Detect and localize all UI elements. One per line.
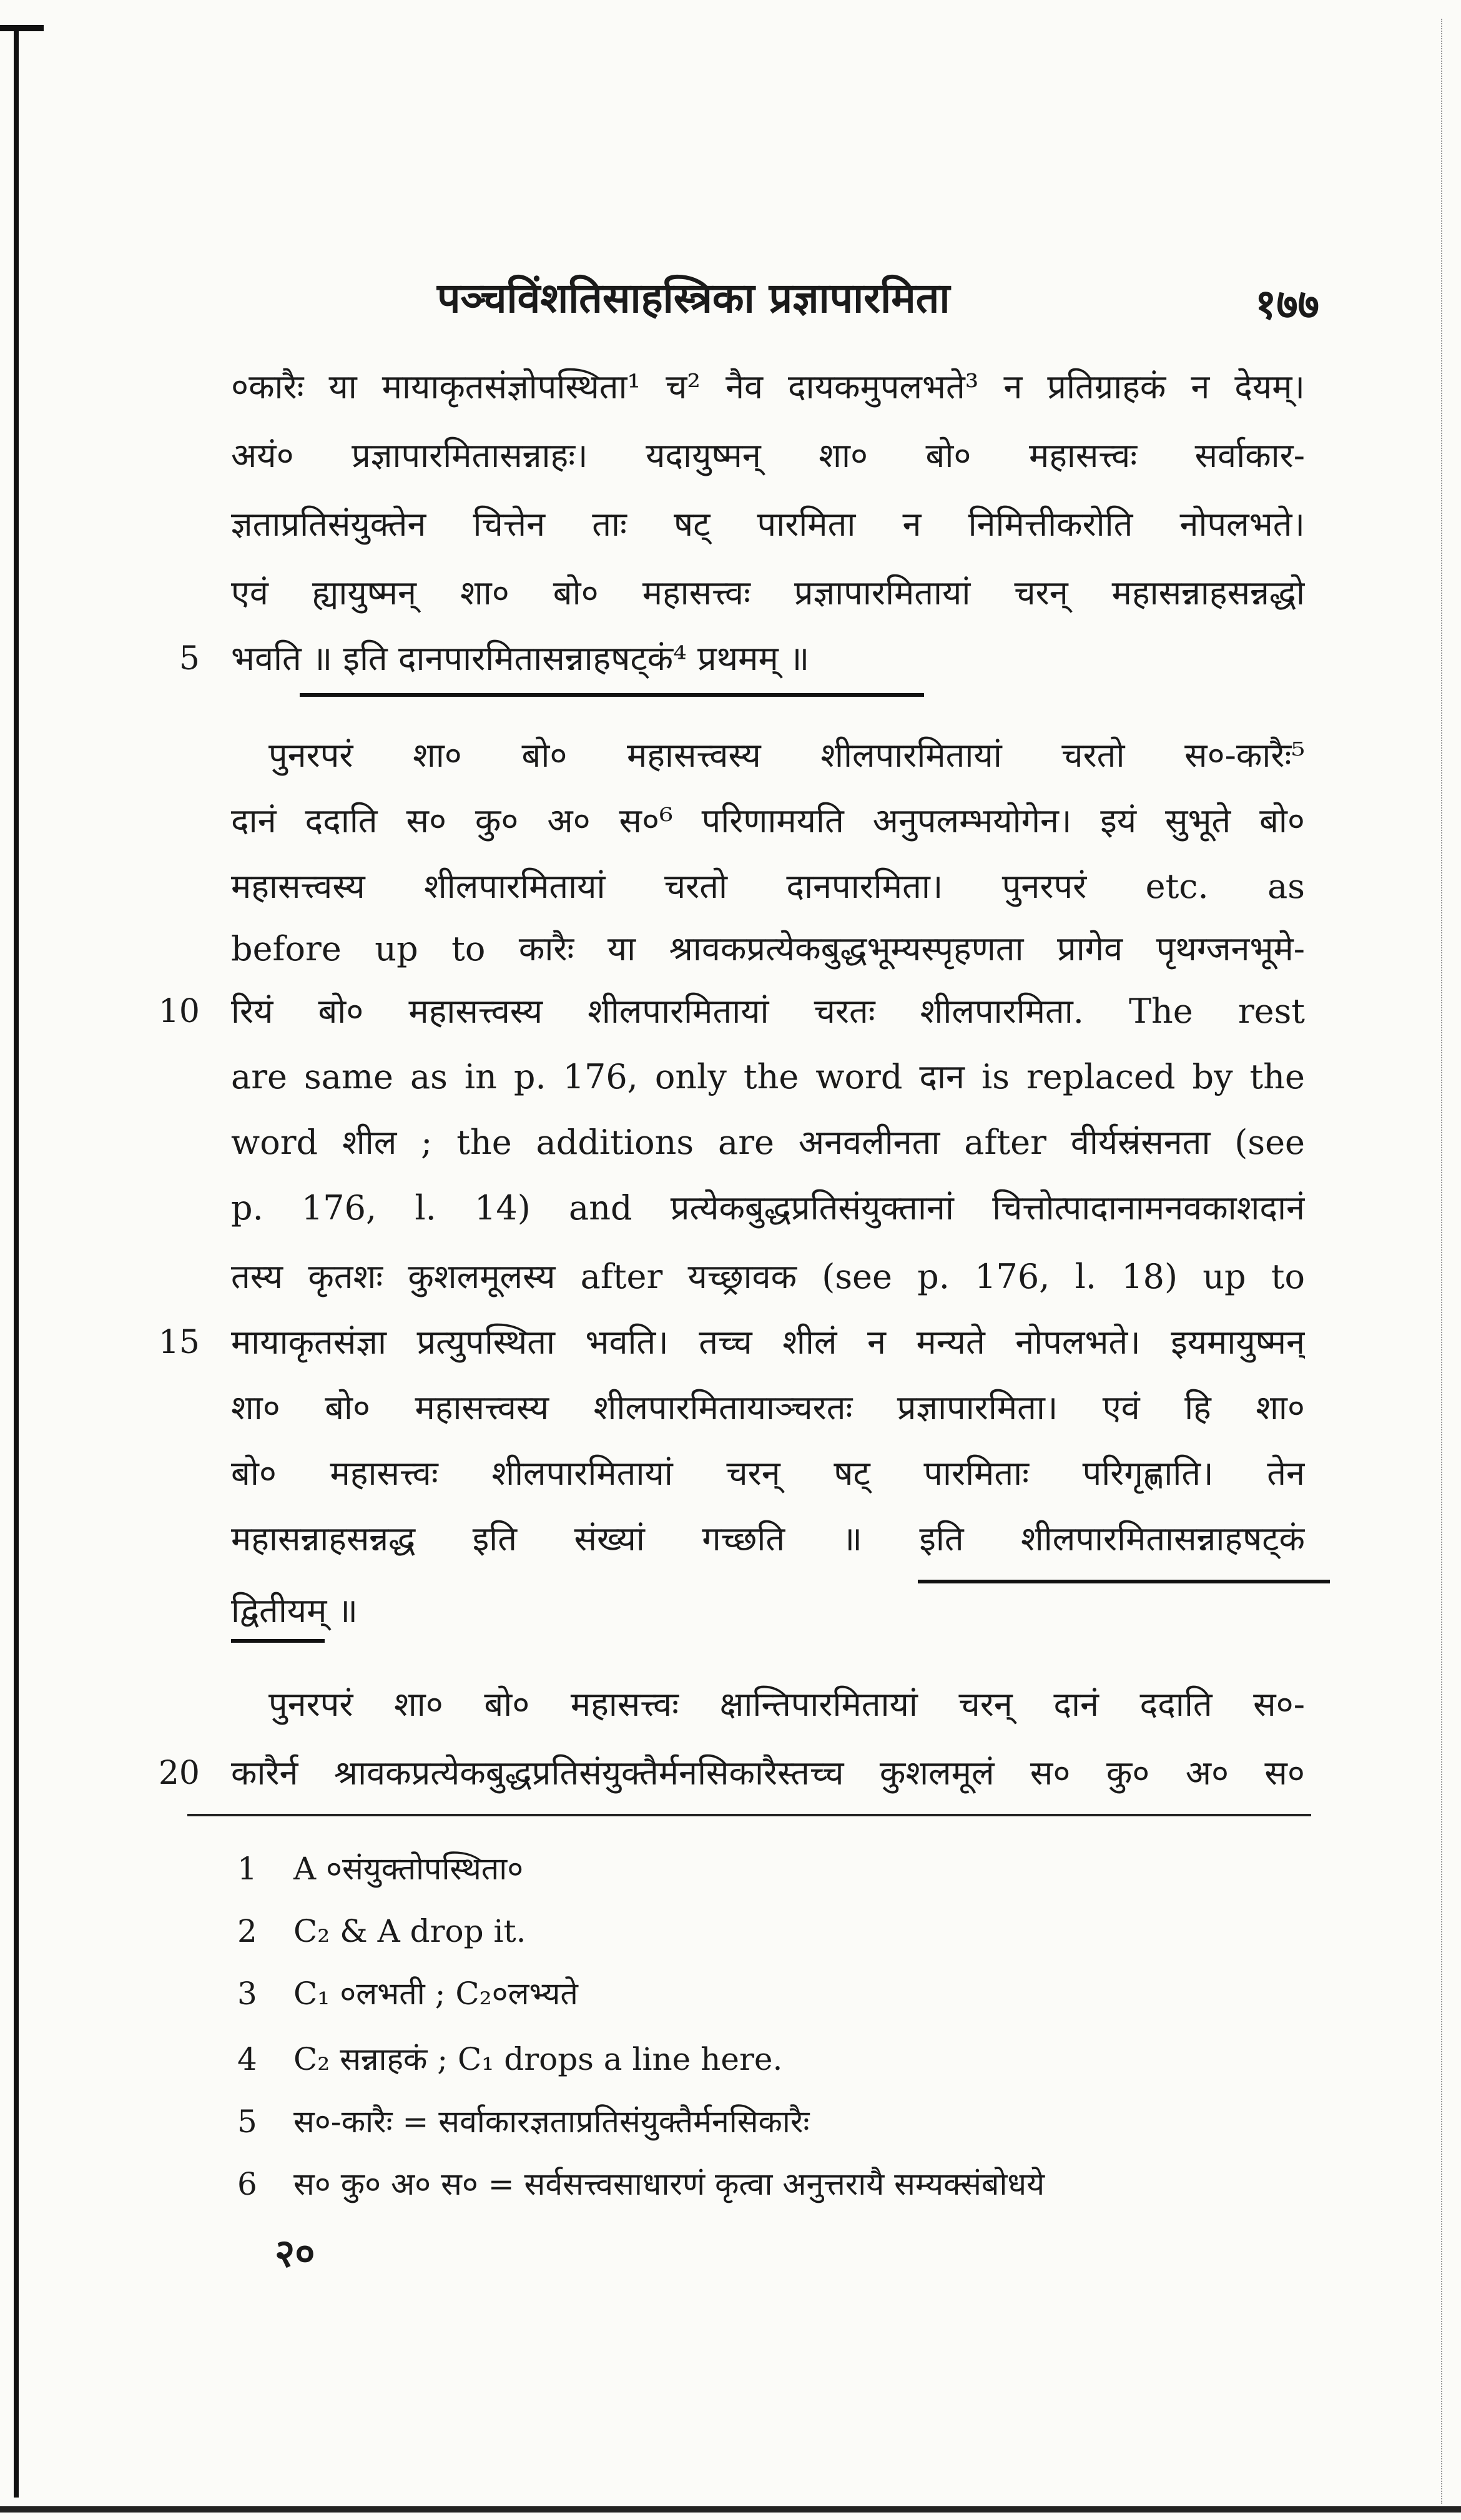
text-line: मायाकृतसंज्ञा प्रत्युपस्थिता भवति। तच्च शीलं न मन्यते नोपलभते। इयमायुष्मन् — [231, 1322, 1305, 1362]
section-underline — [918, 1580, 1330, 1583]
footnote-text: C₂ सन्नाहकं ; C₁ drops a line here. — [293, 2041, 783, 2077]
signature-mark: २० — [275, 2230, 315, 2276]
text-line: कारैर्न श्रावकप्रत्येकबुद्धप्रतिसंयुक्तैर्मनसिकारैस्तच्च कुशलमूलं स० कु० अ० स० — [231, 1753, 1305, 1793]
footnote-number: 4 — [237, 2041, 257, 2077]
footnote-number: 1 — [237, 1851, 257, 1887]
footnote-number: 6 — [237, 2166, 257, 2202]
footnote-number: 2 — [237, 1913, 257, 1949]
text-line: word शील ; the additions are अनवलीनता after वीर्यस्रंसनता (see — [231, 1123, 1305, 1162]
text-line: दानं ददाति स० कु० अ० स०⁶ परिणामयति अनुपलम्भयोगेन। इयं सुभूते बो० — [231, 801, 1305, 840]
binding-tick — [0, 25, 44, 31]
text-line: before up to कारैः या श्रावकप्रत्येकबुद्धभूम्यस्पृहणता प्रागेव पृथग्जनभूमे- — [231, 929, 1305, 968]
text-line: p. 176, l. 14) and प्रत्येकबुद्धप्रतिसंयुक्तानां चित्तोत्पादानामनवकाशदानं — [231, 1188, 1305, 1228]
binding-edge — [14, 25, 19, 2498]
text-line: एवं ह्यायुष्मन् शा० बो० महासत्त्वः प्रज्ञापारमितायां चरन् महासन्नाहसन्नद्धो — [231, 573, 1305, 613]
text-line: तस्य कृतशः कुशलमूलस्य after यच्छ्रावक (see p. 176, l. 18) up to — [231, 1257, 1305, 1296]
section-underline — [300, 693, 924, 697]
text-line: ०कारैः या मायाकृतसंज्ञोपस्थिता¹ च² नैव दायकमुपलभते³ न प्रतिग्राहकं न देयम्। — [231, 367, 1305, 406]
text-line: अयं० प्रज्ञापारमितासन्नाहः। यदायुष्मन् शा० बो० महासत्त्वः सर्वाकार- — [231, 436, 1305, 475]
text-line: are same as in p. 176, only the word दान is replaced by the — [231, 1057, 1305, 1096]
section-underline — [231, 1639, 325, 1643]
text-line: महासत्त्वस्य शीलपारमितायां चरतो दानपारमिता। पुनरपरं etc. as — [231, 867, 1305, 906]
text-line: महासन्नाहसन्नद्ध इति संख्यां गच्छति ॥ इति शीलपारमितासन्नाहषट्कं — [231, 1519, 1305, 1558]
running-title: पञ्चविंशतिसाहस्त्रिका प्रज्ञापारमिता — [437, 273, 950, 322]
text-line: पुनरपरं शा० बो० महासत्त्वः क्षान्तिपारमितायां चरन् दानं ददाति स०- — [268, 1685, 1305, 1724]
footnote-text: C₁ ०लभती ; C₂०लभ्यते — [293, 1976, 578, 2012]
text-line: शा० बो० महासत्त्वस्य शीलपारमितायाञ्चरतः प्रज्ञापारमिता। एवं हि शा० — [231, 1388, 1305, 1427]
margin-line-number: 5 — [179, 640, 200, 677]
text-line: ज्ञताप्रतिसंयुक्तेन चित्तेन ताः षट् पारमिता न निमित्तीकरोति नोपलभते। — [231, 504, 1305, 544]
footnote-text: स०-कारैः = सर्वाकारज्ञताप्रतिसंयुक्तैर्मनसिकारैः — [293, 2104, 810, 2140]
page-bottom-edge — [0, 2506, 1461, 2513]
footnote-number: 5 — [237, 2104, 257, 2140]
text-line: पुनरपरं शा० बो० महासत्त्वस्य शीलपारमितायां चरतो स०-कारैः⁵ — [268, 736, 1305, 775]
page-header — [0, 268, 1461, 331]
margin-line-number: 15 — [158, 1324, 200, 1361]
page-number: १७७ — [1255, 280, 1319, 328]
footnote-text: स० कु० अ० स० = सर्वसत्त्वसाधारणं कृत्वा अनुत्तरायै सम्यक्संबोधये — [293, 2166, 1045, 2202]
margin-line-number: 20 — [158, 1755, 200, 1792]
footnote-text: C₂ & A drop it. — [293, 1913, 526, 1949]
footnote-divider — [187, 1814, 1311, 1816]
text-line: भवति ॥ इति दानपारमितासन्नाहषट्कं⁴ प्रथमम् ॥ — [231, 639, 810, 678]
footnote-text: A ०संयुक्तोपस्थिता० — [293, 1851, 524, 1887]
text-line: बो० महासत्त्वः शीलपारमितायां चरन् षट् पारमिताः परिगृह्णाति। तेन — [231, 1454, 1305, 1493]
margin-line-number: 10 — [158, 993, 200, 1030]
text-line: द्वितीयम् ॥ — [231, 1591, 358, 1630]
text-line: रियं बो० महासत्त्वस्य शीलपारमितायां चरतः शीलपारमिता. The rest — [231, 992, 1305, 1031]
page-edge-dots — [1440, 19, 1442, 2504]
footnote-number: 3 — [237, 1976, 257, 2012]
